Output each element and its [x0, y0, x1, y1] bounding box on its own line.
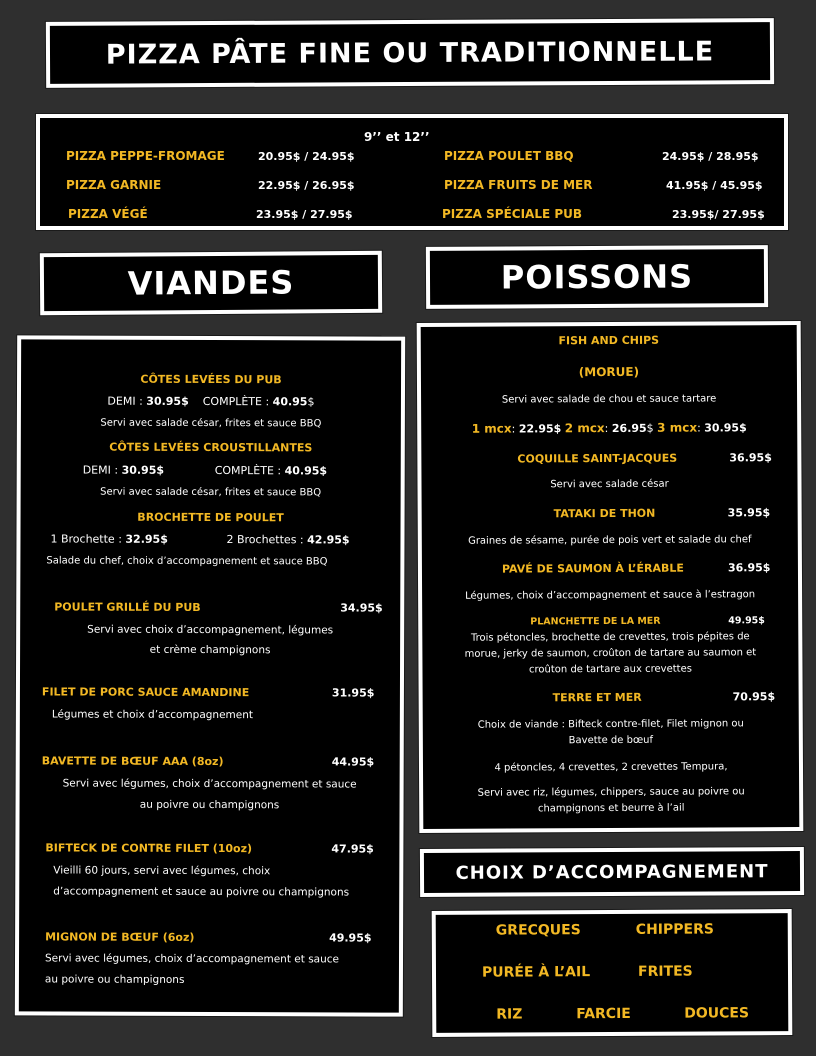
pizza-item-price: 41.95$ / 45.95$ — [666, 179, 763, 192]
terre-name: TERRE ET MER — [552, 690, 642, 705]
poulet-desc-1: Servi avec choix d’accompagnement, légumes — [87, 623, 334, 637]
side-item: PURÉE À L’AIL — [481, 964, 591, 981]
tataki-name: TATAKI DE THON — [553, 506, 656, 521]
terre-price: 70.95$ — [732, 690, 776, 704]
tataki-price: 35.95$ — [727, 506, 771, 520]
pizza-item-name: PIZZA GARNIE — [66, 178, 162, 192]
coquille-name: COQUILLE SAINT-JACQUES — [517, 451, 678, 466]
filet-desc: Légumes et choix d’accompagnement — [51, 708, 254, 722]
pave-price: 36.95$ — [727, 561, 771, 575]
mignon-desc-1: Servi avec légumes, choix d’accompagnement et sauce — [44, 952, 340, 966]
cotes-complete-price: 40.95 — [272, 395, 308, 409]
coquille-desc: Servi avec salade césar — [550, 478, 669, 491]
pizza-title: PIZZA PÂTE FINE OU TRADITIONNELLE — [105, 35, 715, 71]
tataki-desc: Graines de sésame, purée de pois vert et salade du chef — [468, 534, 752, 547]
pave-desc: Légumes, choix d’accompagnement et sauce à l’estragon — [465, 589, 756, 602]
terre-desc-4: Servi avec riz, légumes, chippers, sauce au poivre ou — [477, 786, 745, 799]
side-item: DOUCES — [684, 1005, 750, 1022]
poulet-desc-2: et crème champignons — [149, 643, 271, 657]
mignon-price: 49.95$ — [329, 931, 372, 945]
brochette-one: 1 Brochette : 32.95$ — [50, 532, 168, 546]
pizza-item-price: 23.95$ / 27.95$ — [256, 208, 353, 221]
bavette-desc-1: Servi avec légumes, choix d’accompagnement et sauce — [62, 777, 357, 791]
bifteck-price: 47.95$ — [331, 842, 374, 856]
fish-opt2-suffix: $ — [646, 421, 654, 435]
pizza-item-price: 22.95$ / 26.95$ — [258, 179, 355, 192]
accompagnement-panel — [432, 909, 793, 1037]
cotes-desc: Servi avec salade césar, frites et sauce BBQ — [100, 417, 322, 430]
planchette-desc-2: morue, jerky de saumon, croûton de tartare au saumon et — [464, 647, 757, 660]
brochette-two-price: 42.95$ — [307, 533, 350, 547]
filet-name: FILET DE PORC SAUCE AMANDINE — [41, 685, 250, 700]
pizza-item-price: 23.95$/ 27.95$ — [672, 208, 765, 221]
bifteck-name: BIFTECK DE CONTRE FILET (10oz) — [45, 841, 253, 856]
planchette-desc-1: Trois pétoncles, brochette de crevettes, trois pépites de — [470, 631, 750, 644]
coquille-price: 36.95$ — [729, 451, 772, 465]
side-item: GRECQUES — [495, 922, 581, 939]
croust-demi-price: 30.95$ — [121, 463, 165, 477]
cotes-complete-label: COMPLÈTE — [202, 394, 262, 409]
bavette-price: 44.95$ — [331, 755, 375, 769]
viandes-title-bar — [40, 251, 382, 315]
poissons-title: POISSONS — [500, 257, 694, 297]
fish-desc: Servi avec salade de chou et sauce tartare — [501, 393, 717, 406]
viandes-title: VIANDES — [127, 263, 295, 303]
accompagnement-title-bar — [420, 847, 804, 897]
croust-demi-label: DEMI — [82, 463, 111, 477]
poulet-name: POULET GRILLÉ DU PUB — [54, 600, 201, 614]
fish-opt1-label: 1 mcx — [471, 421, 512, 436]
croust-complete: COMPLÈTE : 40.95$ — [214, 464, 328, 478]
accompagnement-title: CHOIX D’ACCOMPAGNEMENT — [455, 860, 769, 884]
side-item: FARCIE — [576, 1005, 631, 1023]
bavette-desc-2: au poivre ou champignons — [139, 798, 280, 812]
brochette-two-label: 2 Brochettes — [226, 533, 297, 547]
cotes-demi-label: DEMI — [107, 394, 136, 408]
cotes-demi-price: 30.95$ — [146, 394, 189, 408]
side-item: RIZ — [496, 1006, 523, 1023]
brochette-one-price: 32.95$ — [125, 532, 168, 546]
cotes-complete-suffix: $ — [307, 395, 315, 409]
pizza-item-name: PIZZA POULET BBQ — [444, 149, 574, 163]
pizza-item-name: PIZZA PEPPE-FROMAGE — [66, 149, 225, 163]
fish-options: 1 mcx: 22.95$ 2 mcx: 26.95$ 3 mcx: 30.95$ — [471, 420, 747, 436]
croust-desc: Servi avec salade césar, frites et sauce BBQ — [100, 486, 322, 499]
pizza-item-price: 24.95$ / 28.95$ — [662, 150, 759, 163]
pizza-item-price: 20.95$ / 24.95$ — [258, 150, 355, 163]
planchette-desc-3: croûton de tartare aux crevettes — [529, 663, 692, 676]
terre-desc-5: champignons et beurre à l’ail — [537, 802, 685, 815]
fish-opt2-label: 2 mcx — [564, 421, 605, 436]
brochette-name: BROCHETTE DE POULET — [137, 510, 284, 525]
fish-opt2-price: 26.95 — [611, 421, 647, 435]
bavette-name: BAVETTE DE BŒUF AAA (8oz) — [41, 754, 224, 769]
terre-desc-2: Bavette de bœuf — [568, 734, 654, 747]
brochette-two: 2 Brochettes : 42.95$ — [226, 533, 350, 547]
pizza-panel — [36, 114, 788, 230]
brochette-desc: Salade du chef, choix d’accompagnement et sauce BBQ — [46, 555, 328, 568]
pave-name: PAVÉ DE SAUMON À L’ÉRABLE — [501, 561, 684, 576]
mignon-name: MIGNON DE BŒUF (6oz) — [45, 930, 195, 944]
side-item: FRITES — [637, 963, 693, 980]
cotes-name: CÔTES LEVÉES DU PUB — [140, 372, 282, 387]
poissons-title-bar — [426, 245, 768, 309]
croust-complete-label: COMPLÈTE — [214, 464, 274, 478]
croust-complete-price: 40.95$ — [284, 464, 328, 478]
cotes-options: DEMI : 30.95$ COMPLÈTE : 40.95$ — [107, 394, 315, 409]
pizza-item-name: PIZZA VÉGÉ — [68, 207, 148, 221]
bifteck-desc-2: d’accompagnement et sauce au poivre ou champignons — [53, 885, 350, 899]
bifteck-desc-1: Vieilli 60 jours, servi avec légumes, choix — [53, 864, 271, 878]
fish-name: FISH AND CHIPS — [558, 333, 660, 348]
fish-opt3-price: 30.95$ — [704, 421, 747, 435]
fish-opt3-label: 3 mcx — [657, 420, 698, 435]
filet-price: 31.95$ — [331, 686, 375, 700]
planchette-price: 49.95$ — [728, 615, 765, 627]
pizza-item-name: PIZZA FRUITS DE MER — [444, 178, 593, 192]
croust-name: CÔTES LEVÉES CROUSTILLANTES — [109, 440, 313, 455]
side-item: CHIPPERS — [635, 921, 714, 938]
terre-desc-3: 4 pétoncles, 4 crevettes, 2 crevettes Tempura, — [494, 761, 728, 774]
poissons-panel — [417, 321, 804, 833]
fish-opt1-price: 22.95$ — [518, 422, 562, 436]
pizza-sizes: 9’’ et 12’’ — [364, 130, 430, 144]
fish-sub: (MORUE) — [578, 364, 640, 380]
viandes-panel — [15, 335, 405, 1016]
pizza-item-name: PIZZA SPÉCIALE PUB — [442, 207, 583, 221]
croust-demi: DEMI : 30.95$ — [82, 463, 165, 477]
mignon-desc-2: au poivre ou champignons — [44, 973, 185, 986]
pizza-title-bar — [46, 18, 774, 88]
terre-desc-1: Choix de viande : Bifteck contre-filet, Filet mignon ou — [477, 718, 744, 731]
brochette-one-label: 1 Brochette — [50, 532, 115, 546]
poulet-price: 34.95$ — [340, 601, 383, 615]
planchette-name: PLANCHETTE DE LA MER — [530, 615, 661, 628]
